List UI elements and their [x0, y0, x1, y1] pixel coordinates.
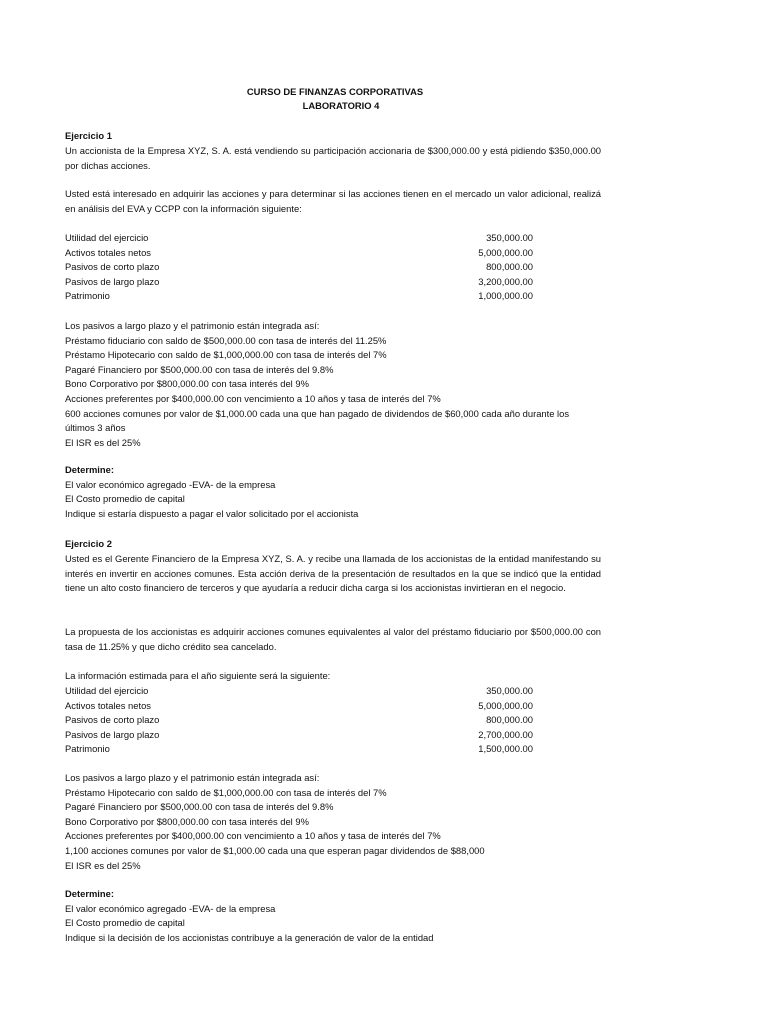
- detail-line: Pagaré Financiero por $500,000.00 con tasa de interés del 9.8%: [65, 363, 334, 375]
- determine-heading: Determine:: [65, 888, 114, 899]
- detail-line: Pagaré Financiero por $500,000.00 con tasa de interés del 9.8%: [65, 801, 334, 813]
- exercise-2-heading: Ejercicio 2: [65, 538, 112, 549]
- question-line: Indique si estaría dispuesto a pagar el valor solicitado por el accionista: [65, 507, 359, 519]
- detail-line: Acciones preferentes por $400,000.00 con vencimiento a 10 años y tasa de interés del 7%: [65, 392, 441, 404]
- exercise-1-determine: [65, 463, 601, 521]
- financial-row: Patrimonio 1,500,000.00: [65, 743, 533, 755]
- detail-line: Bono Corporativo por $800,000.00 con tasa interés del 9%: [65, 815, 309, 827]
- exercise-2-paragraph-1: Usted es el Gerente Financiero de la Empresa XYZ, S. A. y recibe una llamada de los accionistas de la entidad manifestando su interés en invertir en acciones comunes. Esta acción deriva de la presentación de resultados en la que se indicó que la entidad tiene un alto costo financiero de terceros y que ayudaría a reducir dicha carga si los accionistas invirtieran en el negocio.: [65, 553, 601, 594]
- financial-row: Activos totales netos 5,000,000.00: [65, 699, 533, 711]
- exercise-1-heading: Ejercicio 1: [65, 130, 112, 141]
- detail-line: 600 acciones comunes por valor de $1,000.00 cada una que han pagado de dividendos de $60,000 cada año durante los: [65, 407, 570, 419]
- exercise-1-details: [65, 319, 601, 450]
- detail-line: El ISR es del 25%: [65, 436, 141, 448]
- exercise-1-paragraph-2: Usted está interesado en adquirir las acciones y para determinar si las acciones tienen en el mercado un valor adicional, realizá en análisis del EVA y CCPP con la información siguiente:: [65, 188, 601, 214]
- document-title: [0, 85, 768, 113]
- detail-line: Acciones preferentes por $400,000.00 con vencimiento a 10 años y tasa de interés del 7%: [65, 830, 441, 842]
- detail-line: Préstamo Hipotecario con saldo de $1,000,000.00 con tasa de interés del 7%: [65, 786, 387, 798]
- detail-line: 1,100 acciones comunes por valor de $1,000.00 cada una que esperan pagar dividendos de $88,000: [65, 844, 485, 856]
- detail-line: Los pasivos a largo plazo y el patrimonio están integrada así:: [65, 772, 320, 783]
- question-line: El valor económico agregado -EVA- de la empresa: [65, 478, 276, 490]
- exercise-1-paragraph-1: Un accionista de la Empresa XYZ, S. A. está vendiendo su participación accionaria de $300,000.00 y está pidiendo $350,000.00 por dichas acciones.: [65, 145, 601, 171]
- financial-row: Utilidad del ejercicio 350,000.00: [65, 232, 533, 243]
- question-line: El Costo promedio de capital: [65, 493, 185, 505]
- exercise-2-paragraph-2: La propuesta de los accionistas es adquirir acciones comunes equivalentes al valor del préstamo fiduciario por $500,000.00 con tasa de 11.25% y que dicho crédito sea cancelado.: [65, 626, 601, 652]
- financial-row: Pasivos de corto plazo 800,000.00: [65, 261, 533, 273]
- financial-row: Patrimonio 1,000,000.00: [65, 290, 533, 302]
- exercise-2-determine: [65, 887, 601, 945]
- detail-line: Los pasivos a largo plazo y el patrimonio están integrada así:: [65, 320, 320, 331]
- exercise-2-details: [65, 771, 601, 873]
- financial-row: Pasivos de corto plazo 800,000.00: [65, 714, 533, 726]
- detail-line: El ISR es del 25%: [65, 859, 141, 871]
- question-line: Indique si la decisión de los accionistas contribuye a la generación de valor de la entidad: [65, 931, 434, 943]
- financial-row: Pasivos de largo plazo 2,700,000.00: [65, 728, 533, 740]
- financial-row: Activos totales netos 5,000,000.00: [65, 246, 533, 258]
- detail-line: últimos 3 años: [65, 422, 126, 434]
- exercise-2-intro: La información estimada para el año siguiente será la siguiente:: [65, 670, 331, 681]
- question-line: El Costo promedio de capital: [65, 917, 185, 929]
- detail-line: Bono Corporativo por $800,000.00 con tasa interés del 9%: [65, 378, 309, 390]
- lab-title: LABORATORIO 4: [302, 100, 380, 111]
- determine-heading: Determine:: [65, 464, 114, 475]
- financial-row: Utilidad del ejercicio 350,000.00: [65, 685, 533, 696]
- financial-row: Pasivos de largo plazo 3,200,000.00: [65, 275, 533, 287]
- detail-line: Préstamo Hipotecario con saldo de $1,000,000.00 con tasa de interés del 7%: [65, 349, 387, 361]
- question-line: El valor económico agregado -EVA- de la empresa: [65, 902, 276, 914]
- detail-line: Préstamo fiduciario con saldo de $500,000.00 con tasa de interés del 11.25%: [65, 334, 387, 346]
- exercise-1-financials: [65, 231, 601, 304]
- course-title: CURSO DE FINANZAS CORPORATIVAS: [246, 86, 424, 97]
- exercise-2-financials: [65, 684, 601, 757]
